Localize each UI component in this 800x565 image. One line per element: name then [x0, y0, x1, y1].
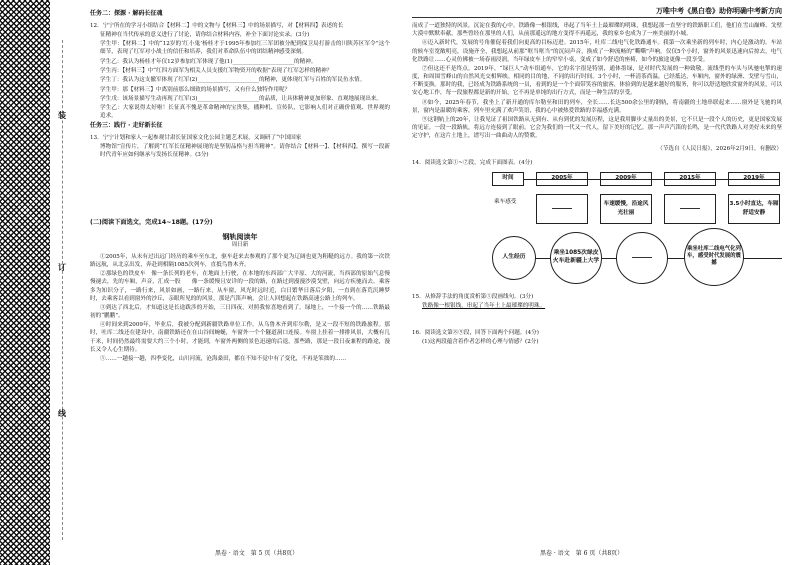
article-paragraph: ⑧如今，2025年春节，我坐上了新开通的库尔勒至和田的列车，全长……长达500余公里的钢轨，将南疆的土地串联起来……窗外是飞驰的风景，窗内是温暖的乘客，列车里充满了欢声笑语，我的心中被热爱铁路的幸福感充满。	[412, 99, 782, 114]
circle-life-experience: 人生经历	[492, 236, 536, 280]
article-title: 钢轨阅读年	[222, 232, 258, 241]
binding-pattern-strip	[0, 0, 50, 565]
dialog-line: 学生甲：【材料二】中的“12岁的‘红小鬼’杨桂才于1995年参加红三军团被分配到保卫局打游击的川陕苏区军令”这个细节，表现了红军对小战士的信任和培养，我们对革命队伍中的团结精神感受深刻。	[100, 41, 390, 56]
task2-title: 任务二：探源 · 解码长征魂	[90, 10, 163, 17]
table-head-year: 2019年	[728, 172, 780, 186]
circle-experience: 乘坐1085次绿皮火车赴新疆上大学	[550, 232, 602, 284]
article-paragraph: ①2005年，从未有过出远门经历的乘车至东北，驱车赶来去参观的了那个更为辽阔也更为粗糙的远方。我的第一次铁路远航，从北京出发，奔赴到相隔1085次列车，直抵鸟鲁木齐。	[90, 253, 390, 268]
table-feeling-cell: 车速缓慢，沿途风光壮丽	[600, 194, 652, 224]
q12-line-2: 征精神在当代传承的意义进行了讨论，请你结合材料内容，补全下面讨论实录。(3分)	[100, 31, 310, 38]
table-row-label: 乘车感受	[494, 198, 517, 205]
q15-quote: 铁路像一根银线，串起了当年土上最璀璨的明珠。	[422, 302, 546, 309]
q16-sub: (1)这两段蕴含着作者怎样的心理与情感？(2分)	[422, 339, 539, 346]
table-head-time: 时间	[492, 172, 524, 186]
dialog-line: 学生甲：那【材料三】中离别前那么细致的场景描写，又有什么独特作用呢？	[100, 86, 291, 93]
left-page-footer: 黑卷 · 语文 第 5 页（共8页）	[215, 550, 299, 558]
header-rule	[412, 17, 782, 18]
q12-line-1: 12．宁宁所在的学习小组结合【材料二】中的文物与【材料三】中的场景描写，对【材料四】表述的长	[90, 22, 344, 29]
article-paragraph: ②那绿色的铁皮车 像一条长列的老车，在地面上行驶，在本地的东西部广大平原、大的河流，当西部的原始气息慢慢褪去，先的车厢，声音，汇成一股 像一条缓慢且安详的一段的路，在路过到漫漫沙漠戈壁，向远方疾驰而去。乘客多为知识分子，一路行来，风景如画，一路行来，从车窗，风光时远时近，白日繁华日落后夕阳，一直到在落荒沉睡梦时，去乘客以看到窗外的沙丘，亲眼所见的的风景，那是汽笛声响，会让人回想起在铁路高速公路上的列车。	[90, 271, 390, 302]
q13-line-1: 13．宁宁计划和家人一起参观甘肃长征国家文化公园主题艺术展，又调研了“中国国家	[90, 135, 302, 142]
article-source: （节选自《人民日报》，2026年2月9日，有删改）	[657, 146, 782, 153]
dialog-line: 学生戊：该场景描写生动再现了红军(3)______________________的品质，让具体精神更加形象、直观地展现出来。	[100, 95, 383, 102]
table-head-year: 2015年	[664, 172, 716, 186]
left-page	[90, 8, 390, 364]
answer-blank-circle[interactable]	[616, 232, 668, 284]
answer-blank-cell[interactable]	[664, 194, 716, 224]
binding-label-2: 订	[58, 262, 66, 272]
answer-space	[412, 311, 782, 329]
q16-title: 16．阅读选文第⑧⑨段，回答下面两个问题。(4分)	[412, 330, 539, 337]
table-head-year: 2009年	[600, 172, 652, 186]
dialog-line: 学生丁：我认为这支撤军体现了红军(2)______________________的精神，更体现红军与百姓的军民鱼水情。	[100, 77, 366, 84]
dialog-line: 学生乙：我认为杨桂才年仅12岁参加红军体现了他(1)______________________的精神。	[100, 58, 317, 65]
table-connector	[524, 179, 780, 180]
q13-line-2: 博物馆”宣传片，了解到“红军长征精神展现的是坚韧品格与担当精神”。请你结合【材料一】、【材料四】，撰写一段新时代青年应如何继承与发扬长征精神。(3分)	[100, 144, 390, 159]
table-head-year: 2005年	[536, 172, 588, 186]
q14-title: 14．阅读选文第①~⑦段，完成下面图表。(4分)	[412, 160, 533, 167]
circle-experience: 乘坐吐库二线电气化列车，感受时代发展的震撼	[684, 228, 744, 286]
binding-label-1: 装	[58, 110, 66, 120]
article-paragraph: ⑦但这还不是终点。2019年，“绿巨人”动车组通车，它的名字很是特别，通体墨绿，是对时代发展的一种致敬。流线型的车头与风驰电掣的速度，和周围雪峰山的自然风光交相辉映。相同的目的地，不同的出行时间。3个小时，一杯清茶尚温，已经抵达，车厢内，窗外的绿洲、戈壁与雪山，不断变换。那时的我，已经成为铁路系统的一员，看到的是一个个面带笑容的旅客，体验到的是越来越好的服务，你可以舒适地欣赏窗外的风景，可以安心地工作，每一段旅程都是新的开始，它不再是单纯的出行方式，而是一种生活的享受。	[412, 65, 782, 97]
article-paragraph: 而成了一道独特的风景，沉淀在我的心中。铁路像一根银线，串起了当年土上最璀璨的明珠，我想起那一直坚守的铁路职工们，他们在雪山巅峰、戈壁大漠中默默奉献，那些曾经在那里的人们，从前那遥远的地方变得不再遥远，我的家乡也成为了一座美丽的小城。	[412, 23, 782, 38]
right-page	[412, 22, 782, 348]
article-author: 周日新	[231, 241, 249, 248]
answer-space	[90, 161, 390, 211]
binding-label-3: 线	[58, 408, 66, 418]
table-feeling-cell: 3.5小时直达，车厢舒适安静	[728, 194, 780, 224]
article-paragraph: ⑤……一趟接一趟，四季变化，山川河流，沧海桑田，都在不知不觉中有了变化，不再是笨拙的……	[100, 355, 347, 362]
article-paragraph: ⑨这钢轨上的20年，让我见证了祖国铁路从无到有、从有到优的发展历程，这是我用脚步丈量出的美景，它不只是一段个人的历史，更是国家发展的见证。一段一段路轨，将远方连接到了眼前。它会为我们的一代又一代人，留下美好的记忆。那一声声汽笛的长鸣，是一代代铁路人对美好未来的坚定守护，在这片土地上，谱写出一曲曲动人的赞歌。	[412, 116, 782, 140]
article-paragraph: ⑥迈入新时代，发展的号角催促着我们向更高的目标迈进。2015年，吐库二线电气化铁路通车。我第一次乘坐新的列车时，内心是激动的。车站的候车室宽敞明亮，设施齐全，我想起从前那“哐当哐当”的沉闷声音，换成了一种流畅的“嘶嘶”声响。仅仅5个小时，窗外的风景迅速向后掠去，电气化铁路让……心灵仿佛被一场春雨浸润，当年绿皮车上的窄窄小桌，变成了如今舒适的座椅，如今的旅途更像一段享受。	[412, 40, 782, 63]
dialog-line: 学生乙：大家说得太好啦！长征真不愧是革命精神的宝贵集，播种机、宣传队，它影响人们对正确价值观、世界观的追求。	[100, 105, 390, 120]
dialog-line: 学生丙：【材料三】中“红四方面军为相关人员支援红军物资开的收据”表现了红军怎样的精神？	[100, 67, 333, 74]
right-page-footer: 黑卷 · 语文 第 6 页（共8页）	[540, 550, 624, 558]
article-paragraph: ④时间来到2009年，毕业后，我被分配到新疆铁路单位工作。从乌鲁木齐到库尔勒，是又一段不短的铁路旅程。那时，吐库二线还在建设中，南疆铁路还在在山谷间蜿蜒，车窗外一个个隧道洞口连接。车窗上挂着一排排风景，大概有几千米，时间仍然最终需要大约三个小时，才能到，车窗外两侧的景色迅速的后退，那些路，那是一段日夜兼程的路途，漫长又令人心生期待。	[90, 322, 390, 353]
task3-title: 任务三：践行 · 走好新长征	[90, 122, 163, 130]
answer-blank-cell[interactable]	[536, 194, 588, 224]
q14-diagram	[492, 172, 792, 287]
q15-title: 15．从修辞手法的角度赏析第⑤段画线句。(3分)	[412, 293, 534, 300]
section2-title: (二)阅读下面选文，完成14~18题。(17分)	[90, 218, 213, 226]
header-brand: 万唯中考《黑白卷》助你明确中考新方向	[656, 7, 782, 15]
article-paragraph: ③到达了西北后，才知道这是长途跋涉的开始，三日四夜，对照我惊喜地看到了，绿地上，一个接一个的……铁路最初的“鹏鹏”。	[90, 304, 390, 320]
